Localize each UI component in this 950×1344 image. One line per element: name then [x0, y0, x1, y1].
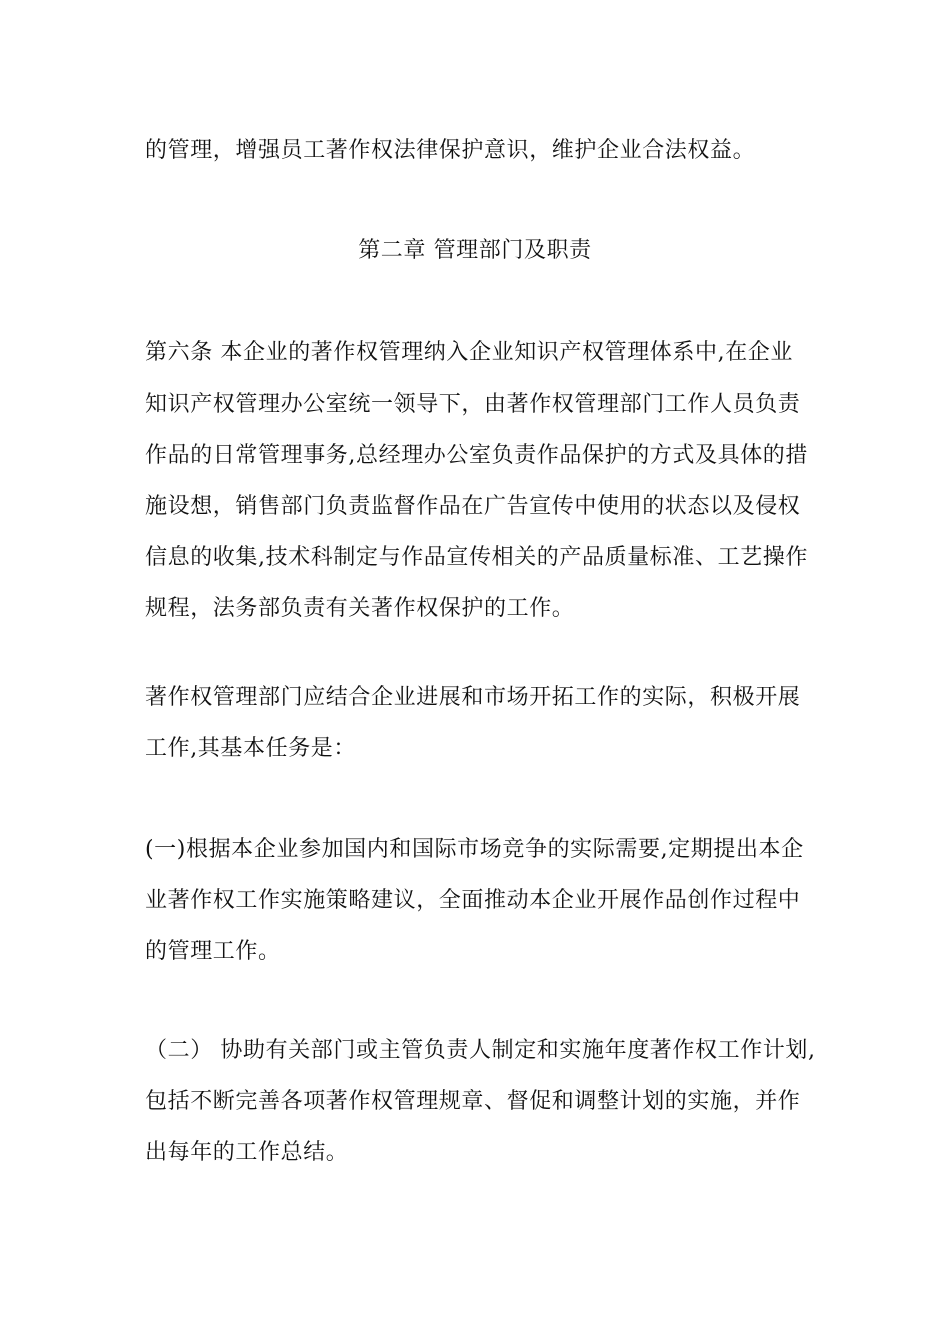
paragraph-line: 作品的日常管理事务,总经理办公室负责作品保护的方式及具体的措 — [145, 443, 808, 468]
paragraph-line: 著作权管理部门应结合企业进展和市场开拓工作的实际，积极开展 — [145, 685, 801, 710]
paragraph-line: 知识产权管理办公室统一领导下，由著作权管理部门工作人员负责 — [145, 392, 801, 417]
paragraph-line: 业著作权工作实施策略建议，全面推动本企业开展作品创作过程中 — [145, 888, 801, 913]
chapter-heading: 第二章 管理部门及职责 — [358, 238, 592, 263]
paragraph-line: (一)根据本企业参加国内和国际市场竞争的实际需要,定期提出本企 — [145, 837, 804, 862]
paragraph-line: 施设想，销售部门负责监督作品在广告宣传中使用的状态以及侵权 — [145, 494, 801, 519]
paragraph-line: 包括不断完善各项著作权管理规章、督促和调整计划的实施，并作 — [145, 1089, 801, 1114]
paragraph-line: 出每年的工作总结。 — [145, 1140, 349, 1165]
paragraph-line: （二） 协助有关部门或主管负责人制定和实施年度著作权工作计划, — [145, 1038, 816, 1063]
paragraph-line: 信息的收集,技术科制定与作品宣传相关的产品质量标准、工艺操作 — [145, 545, 808, 570]
paragraph-line: 工作,其基本任务是： — [145, 736, 356, 761]
intro-line: 的管理，增强员工著作权法律保护意识，维护企业合法权益。 — [145, 138, 756, 163]
paragraph-line: 第六条 本企业的著作权管理纳入企业知识产权管理体系中,在企业 — [145, 340, 793, 365]
paragraph-line: 规程，法务部负责有关著作权保护的工作。 — [145, 596, 575, 621]
paragraph-line: 的管理工作。 — [145, 939, 281, 964]
